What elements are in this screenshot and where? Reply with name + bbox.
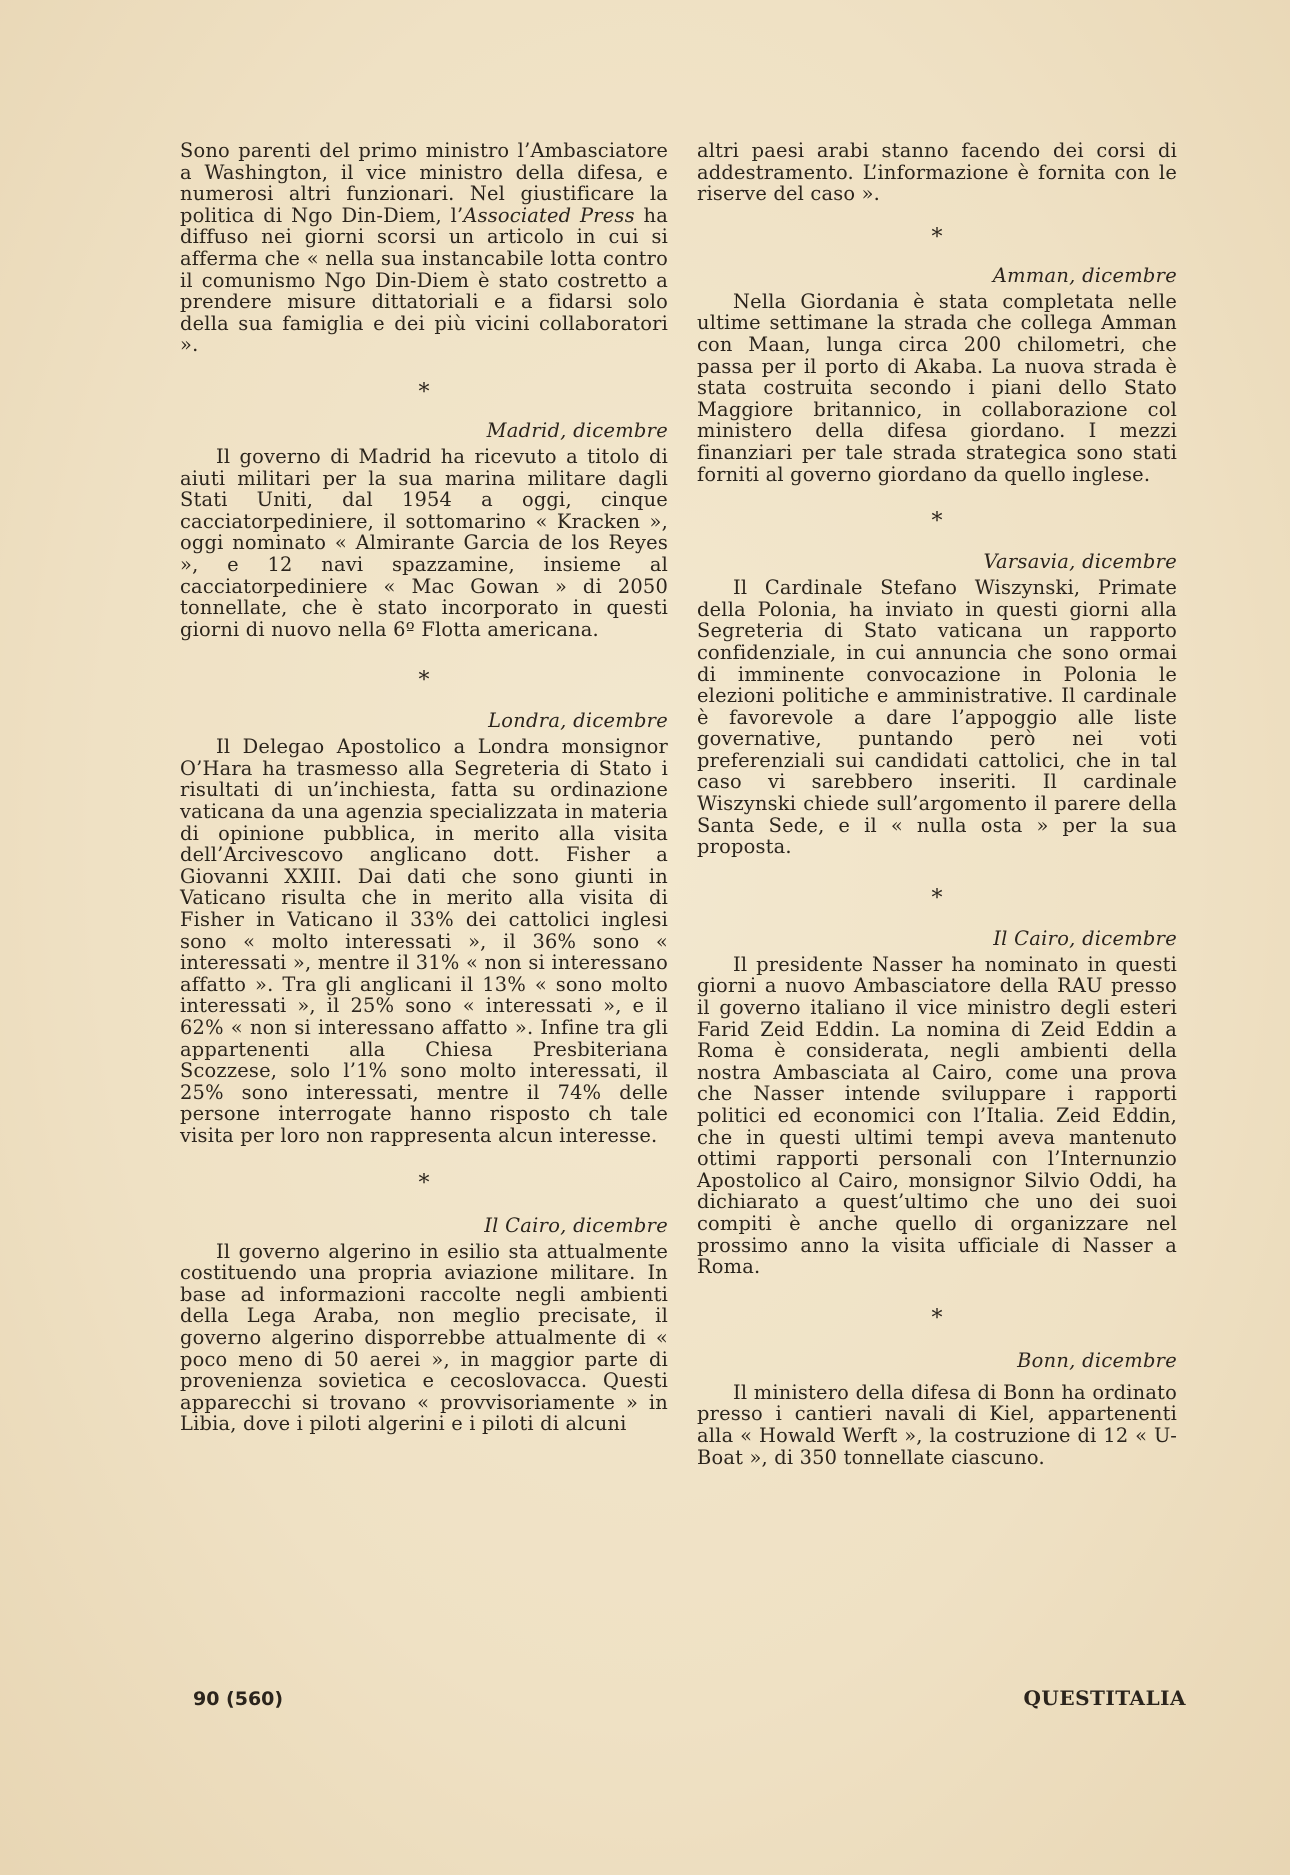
dateline-il-cairo: Il Cairo, dicembre [484, 1213, 668, 1237]
section-separator-asterisk: * [931, 509, 943, 535]
section-separator-asterisk: * [931, 1305, 943, 1331]
dateline-bonn: Bonn, dicembre [1017, 1348, 1177, 1372]
section-separator-asterisk: * [418, 668, 430, 694]
paragraph-londra: Il Delegao Apostolico a Londra monsignor O’Hara ha trasmesso alla Segreteria di Stato i risultati di un’inchiesta, fatta su ordinazione vaticana da una agenzia specializzata in materia di opinione pubblica, in merito alla visita dell’Arcivescovo anglicano dott. Fisher a Giovanni XXIII. Dai dati che sono giunti in Vaticano risulta che in merito alla visita di Fisher in Vaticano il 33% dei cattolici inglesi sono « molto interessati », il 36% sono « interessati », mentre il 31% « non si interessano affatto ». Tra gli anglicani il 13% « sono molto interessati », il 25% sono « interessati », e il 62% « non si interessano affatto ». Infine tra gli appartenenti alla Chiesa Presbiteriana Scozzese, solo l’1% sono molto interessati, il 25% sono interessati, mentre il 74% delle persone interrogate hanno risposto ch tale visita per loro non rappresenta alcun interesse. [180, 735, 668, 1147]
section-separator-asterisk: * [418, 1170, 430, 1196]
section-separator-asterisk: * [931, 885, 943, 911]
publication-name: QUESTITALIA [1023, 1686, 1186, 1710]
paragraph-varsavia: Il Cardinale Stefano Wiszynski, Primate della Polonia, ha inviato in questi giorni alla Segreteria di Stato vaticana un rapporto confidenziale, in cui annuncia che sono ormai di imminente convocazione in Polonia le elezioni politiche e amministrative. Il cardinale è favorevole a dare l’appoggio alle liste governative, puntando però nei voti preferenziali sui candidati cattolici, che in tal caso vi sarebbero inseriti. Il cardinale Wiszynski chiede sull’argomento il parere della Santa Sede, e il « nulla osta » per la sua proposta. [697, 576, 1177, 859]
paragraph-madrid: Il governo di Madrid ha ricevuto a titolo di aiuti militari per la sua marina militare dagli Stati Uniti, dal 1954 a oggi, cinque cacciatorpediniere, il sottomarino « Kracken », oggi nominato « Almirante Garcia de los Reyes », e 12 navi spazzamine, insieme al cacciatorpediniere « Mac Gowan » di 2050 tonnellate, che è stato incorporato in questi giorni di nuovo nella 6º Flotta americana. [180, 444, 668, 641]
dateline-amman: Amman, dicembre [992, 263, 1177, 287]
paragraph-il-cairo-algeria: Il governo algerino in esilio sta attualmente costituendo una propria aviazione militare. In base ad informazioni raccolte negli ambienti della Lega Araba, non meglio precisate, il governo algerino disporrebbe attualmente di « poco meno di 50 aerei », in maggior parte di provenienza sovietica e cecoslovacca. Questi apparecchi si trovano « provvisoriamente » in Libia, dove i piloti algerini e i piloti di alcuni [180, 1239, 668, 1436]
section-separator-asterisk: * [931, 224, 943, 250]
dateline-madrid: Madrid, dicembre [486, 418, 668, 442]
paragraph-continued: altri paesi arabi stanno facendo dei corsi di addestramento. L’informazione è fornita con le riserve del caso ». [697, 139, 1177, 206]
right-column [697, 140, 1177, 1468]
left-column [180, 140, 668, 1435]
paragraph-il-cairo-nasser: Il presidente Nasser ha nominato in questi giorni a nuovo Ambasciatore della RAU presso il governo italiano il vice ministro degli esteri Farid Zeid Eddin. La nomina di Zeid Eddin a Roma è considerata, negli ambienti della nostra Ambasciata al Cairo, come una prova che Nasser intende sviluppare i rapporti politici ed economici con l’Italia. Zeid Eddin, che in questi ultimi tempi aveva mantenuto ottimi rapporti personali con l’Internunzio Apostolico al Cairo, monsignor Silvio Oddi, ha dichiarato a quest’ultimo che uno dei suoi compiti è anche quello di organizzare nel prossimo anno la visita ufficiale di Nasser a Roma. [697, 952, 1177, 1279]
paragraph-ngo-din-diem: Sono parenti del primo ministro l’Ambasciatore a Washington, il vice ministro della difesa, e numerosi altri funzionari. Nel giustificare la politica di Ngo Din-Diem, l’Associated Press ha diffuso nei giorni scorsi un articolo in cui si afferma che « nella sua instancabile lotta contro il comunismo Ngo Din-Diem è stato costretto a prendere misure dittatoriali e a fidarsi solo della sua famiglia e dei più vicini collaboratori ». [180, 139, 668, 357]
dateline-londra: Londra, dicembre [488, 709, 668, 733]
section-separator-asterisk: * [418, 379, 430, 405]
paragraph-amman: Nella Giordania è stata completata nelle ultime settimane la strada che collega Amman con Maan, lunga circa 200 chilometri, che passa per il porto di Akaba. La nuova strada è stata costruita secondo i piani dello Stato Maggiore britannico, in collaborazione col ministero della difesa giordano. I mezzi finanziari per tale strada strategica sono stati forniti al governo giordano da quello inglese. [697, 289, 1177, 486]
paragraph-bonn: Il ministero della difesa di Bonn ha ordinato presso i cantieri navali di Kiel, appartenenti alla « Howald Werft », la costruzione di 12 « U-Boat », di 350 tonnellate ciascuno. [697, 1380, 1177, 1469]
dateline-il-cairo: Il Cairo, dicembre [993, 926, 1177, 950]
page-number: 90 (560) [193, 1688, 284, 1710]
dateline-varsavia: Varsavia, dicembre [983, 550, 1177, 574]
